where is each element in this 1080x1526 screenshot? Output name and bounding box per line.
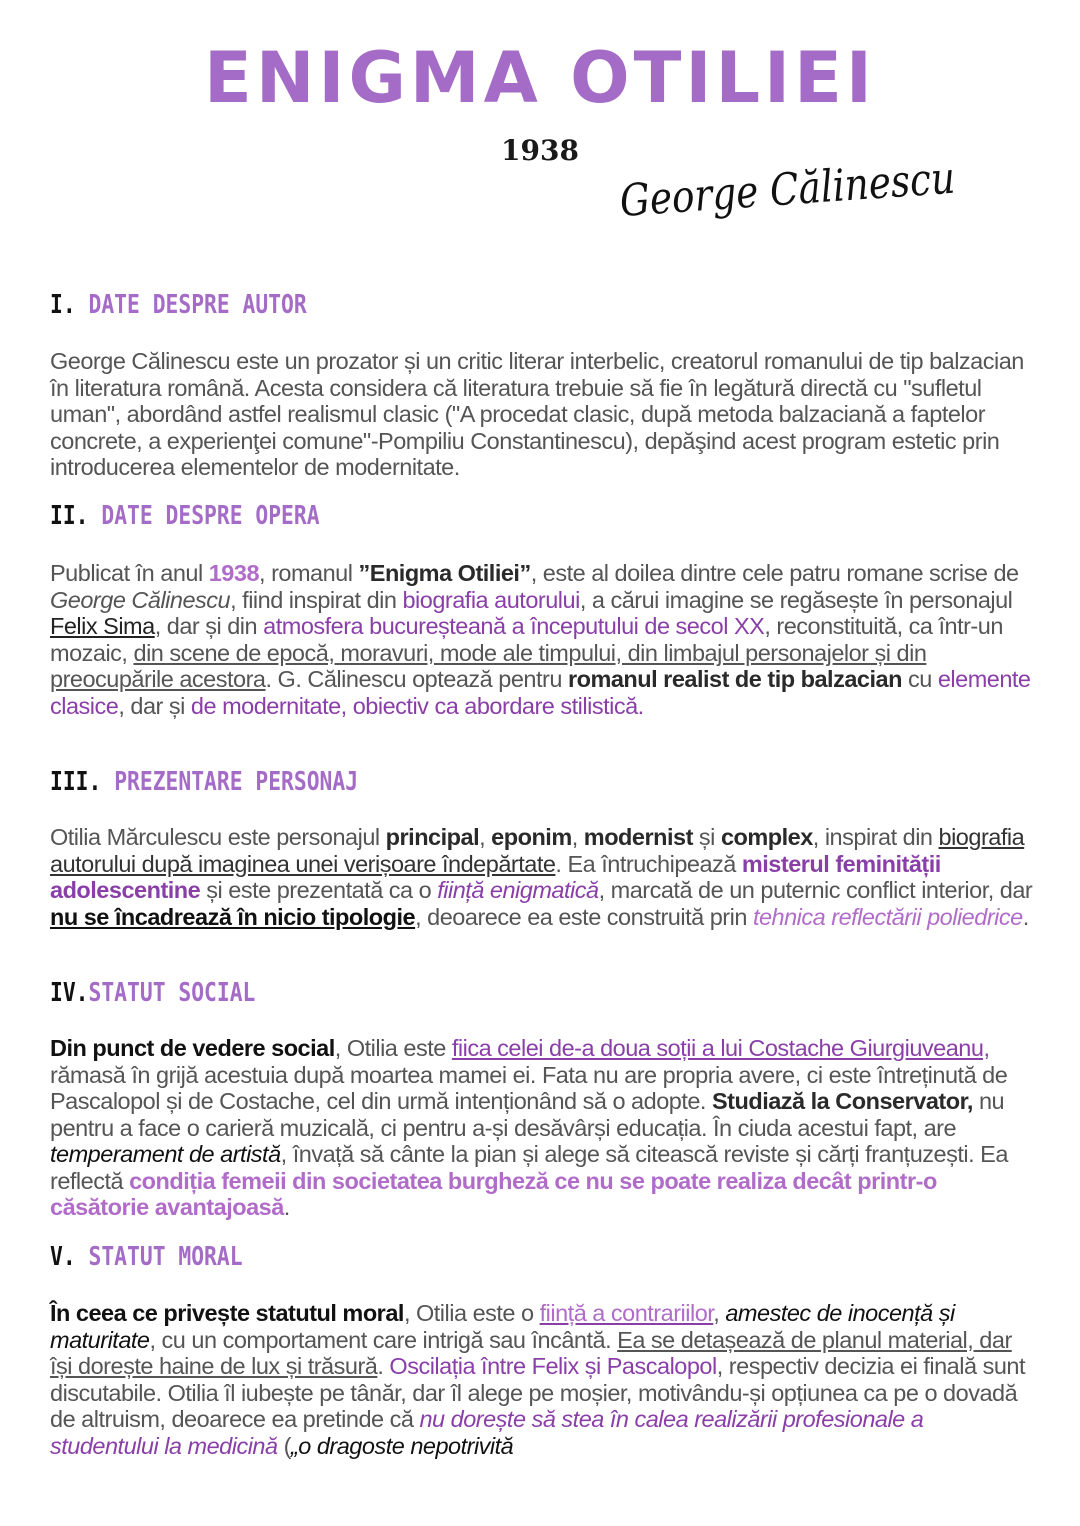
novel-title: ”Enigma Otiliei” bbox=[358, 560, 531, 586]
section-heading-moral bbox=[50, 1242, 243, 1272]
section-number: III. bbox=[50, 767, 102, 797]
paragraph-personaj: Otilia Mărculescu este personajul principal, eponim, modernist și complex, inspirat din biografia autorului după imaginea unei verișoare îndepărtate. Ea întruchipează misterul feminității adolescentine și este prezentată ca o ființă enigmatică, marcată de un puternic conflict interior, dar nu se încadrează în nicio tipologie, deoarece ea este construită prin tehnica reflectării poliedrice. bbox=[50, 824, 1033, 930]
section-number: II. bbox=[50, 501, 89, 531]
page-title: ENIGMA OTILIEI bbox=[204, 37, 876, 119]
author-signature: George Călinescu bbox=[618, 152, 957, 227]
paragraph-autor: George Călinescu este un prozator și un critic literar interbelic, creatorul romanului de tip balzacian în literatura română. Acesta considera că literatura trebuie să fie în legătură directă cu "sufletul uman", abordând astfel realismul clasic ("A procedat clasic, după metoda balzaciană a faptelor concrete, a experienţei comune"-Pompiliu Constantinescu), depăşind acest program estetic prin introducerea elementelor de modernitate. bbox=[50, 348, 1024, 480]
highlight-year: 1938 bbox=[208, 560, 260, 586]
section-title: DATE DESPRE OPERA bbox=[101, 501, 320, 531]
section-number: V. bbox=[50, 1242, 76, 1272]
section-title: STATUT SOCIAL bbox=[88, 978, 256, 1008]
section-heading-social bbox=[50, 978, 255, 1008]
section-title: STATUT MORAL bbox=[88, 1242, 243, 1272]
paragraph-social: Din punct de vedere social, Otilia este fiica celei de-a doua soții a lui Costache Giurgiuveanu, rămasă în grijă acestuia după moartea mamei ei. Fata nu are propria avere, ci este întreținută de Pascalopol și de Costache, cel din urmă intenționând să o adopte. Studiază la Conservator, nu pentru a face o carieră muzicală, ci pentru a-și desăvârși educația. În ciuda acestui fapt, are temperament de artistă, învață să cânte la pian și alege să citească reviste și cărți franțuzești. Ea reflectă condiția femeii din societatea burgheză ce nu se poate realiza decât printr-o căsătorie avantajoasă. bbox=[50, 1035, 1008, 1220]
paragraph-moral: În ceea ce privește statutul moral, Otilia este o ființă a contrariilor, amestec de inocență și maturitate, cu un comportament care intrigă sau încântă. Ea se detașează de planul material, dar își dorește haine de lux și trăsură. Oscilația între Felix și Pascalopol, respectiv decizia ei finală sunt discutabile. Otilia îl iubește pe tânăr, dar îl alege pe moșier, motivându-și opțiunea ca pe o dovadă de altruism, deoarece ea pretinde că nu dorește să stea în calea realizării profesionale a studentului la medicină („o dragoste nepotrivită bbox=[50, 1300, 1025, 1459]
section-number: I. bbox=[50, 290, 76, 320]
section-title: DATE DESPRE AUTOR bbox=[88, 290, 307, 320]
paragraph-opera: Publicat în anul 1938, romanul ”Enigma Otiliei”, este al doilea dintre cele patru romane scrise de George Călinescu, fiind inspirat din biografia autorului, a cărui imagine se regăsește în personajul Felix Sima, dar și din atmosfera bucureșteană a începutului de secol XX, reconstituită, ca într-un mozaic, din scene de epocă, moravuri, mode ale timpului, din limbajul personajelor și din preocupările acestora. G. Călinescu optează pentru romanul realist de tip balzacian cu elemente clasice, dar și de modernitate, obiectiv ca abordare stilistică. bbox=[50, 560, 1031, 719]
section-heading-autor bbox=[50, 290, 307, 320]
section-number: IV. bbox=[50, 978, 89, 1008]
publication-year: 1938 bbox=[501, 134, 579, 167]
section-title: PREZENTARE PERSONAJ bbox=[114, 767, 359, 797]
section-heading-personaj bbox=[50, 767, 358, 797]
section-heading-opera bbox=[50, 501, 320, 531]
